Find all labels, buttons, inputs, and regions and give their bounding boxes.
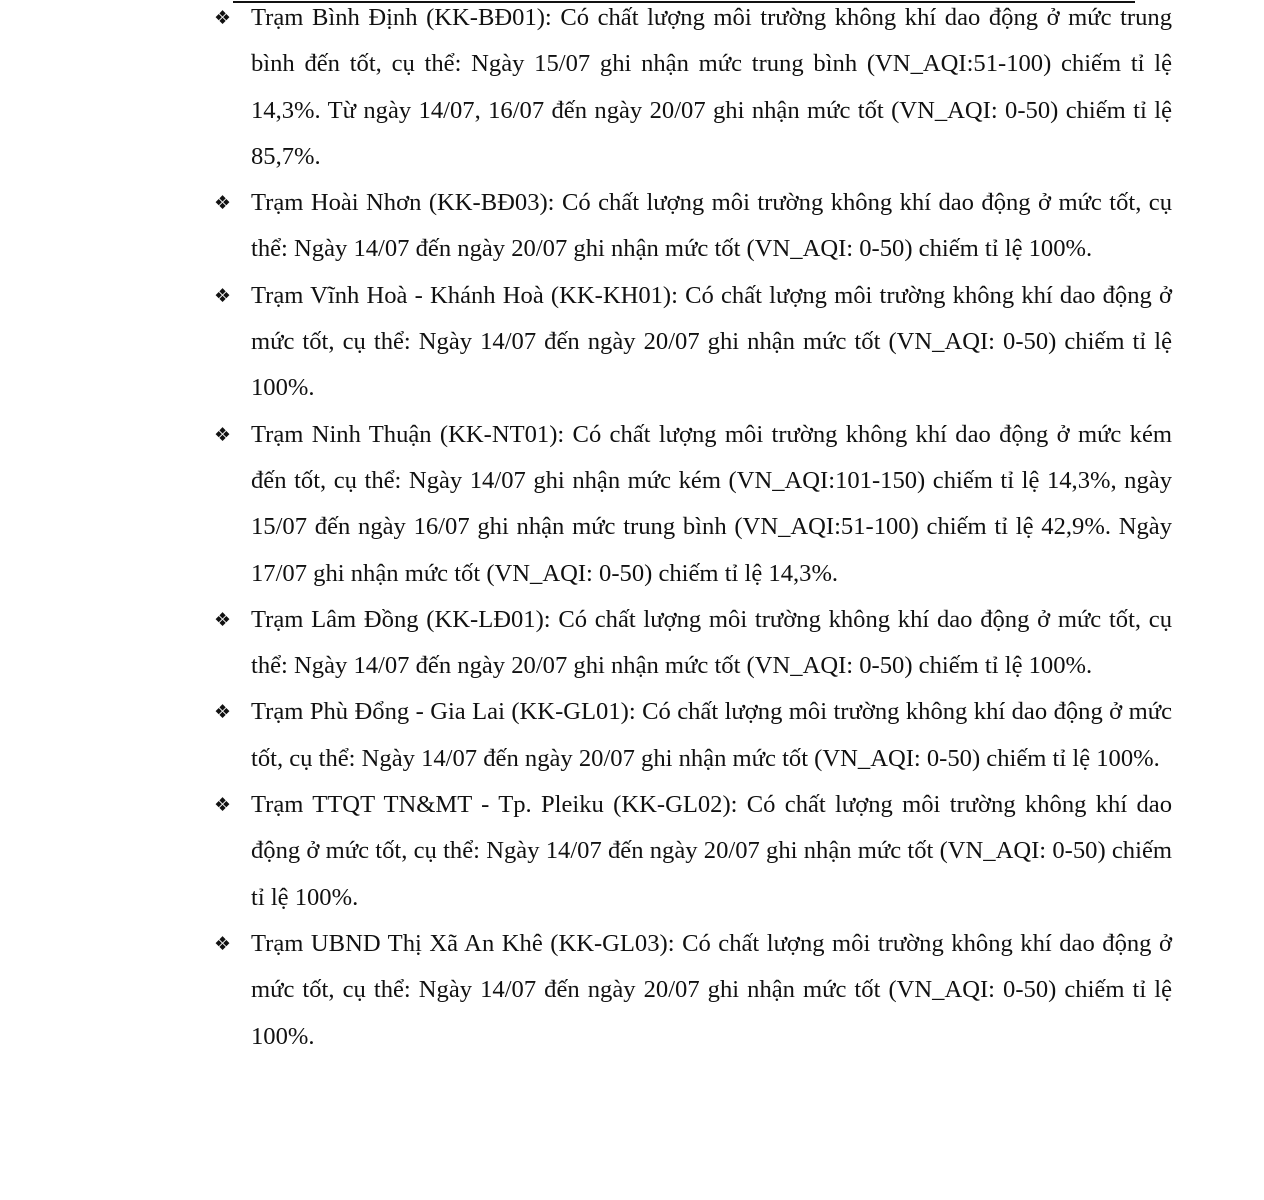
list-item-station-hoai-nhon	[214, 180, 1172, 273]
list-item-station-lam-dong	[214, 597, 1172, 690]
list-item-text: Trạm Phù Đổng - Gia Lai (KK-GL01): Có chất lượng môi trường không khí dao động ở mức tốt, cụ thể: Ngày 14/07 đến ngày 20/07 ghi nhận mức tốt (VN_AQI: 0-50) chiếm tỉ lệ 100%.	[251, 698, 1172, 772]
list-item-text: Trạm Lâm Đồng (KK-LĐ01): Có chất lượng môi trường không khí dao động ở mức tốt, cụ thể: Ngày 14/07 đến ngày 20/07 ghi nhận mức tốt (VN_AQI: 0-50) chiếm tỉ lệ 100%.	[251, 605, 1172, 680]
diamond-bullet-icon: ❖	[214, 932, 232, 955]
diamond-bullet-icon: ❖	[214, 7, 232, 29]
list-item-station-phu-dong	[214, 689, 1172, 782]
station-air-quality-list	[214, 0, 1172, 1060]
list-item-station-binh-dinh	[214, 0, 1172, 180]
list-item-station-vinh-hoa	[214, 273, 1172, 412]
list-item-station-ninh-thuan	[214, 412, 1172, 597]
list-item-text: Trạm UBND Thị Xã An Khê (KK-GL03): Có chất lượng môi trường không khí dao động ở mức tốt, cụ thể: Ngày 14/07 đến ngày 20/07 ghi nhận mức tốt (VN_AQI: 0-50) chiếm tỉ lệ 100%.	[251, 929, 1172, 1050]
diamond-bullet-icon: ❖	[214, 284, 232, 307]
diamond-bullet-icon: ❖	[214, 192, 232, 215]
list-item-text: Trạm Ninh Thuận (KK-NT01): Có chất lượng môi trường không khí dao động ở mức kém đến tốt, cụ thể: Ngày 14/07 ghi nhận mức kém (VN_AQI:101-150) chiếm tỉ lệ 14,3%, ngày 15/07 đến ngày 16/07 ghi nhận mức trung bình (VN_AQI:51-100) chiếm tỉ lệ 42,9%. Ngày 17/07 ghi nhận mức tốt (VN_AQI: 0-50) chiếm tỉ lệ 14,3%.	[251, 420, 1172, 587]
list-item-text: Trạm Bình Định (KK-BĐ01): Có chất lượng môi trường không khí dao động ở mức trung bình đến tốt, cụ thể: Ngày 15/07 ghi nhận mức trung bình (VN_AQI:51-100) chiếm tỉ lệ 14,3%. Từ ngày 14/07, 16/07 đến ngày 20/07 ghi nhận mức tốt (VN_AQI: 0-50) chiếm tỉ lệ 85,7%.	[251, 4, 1172, 170]
list-item-text: Trạm TTQT TN&MT - Tp. Pleiku (KK-GL02): Có chất lượng môi trường không khí dao động ở mức tốt, cụ thể: Ngày 14/07 đến ngày 20/07 ghi nhận mức tốt (VN_AQI: 0-50) chiếm tỉ lệ 100%.	[251, 791, 1172, 911]
diamond-bullet-icon: ❖	[214, 423, 232, 446]
list-item-station-an-khe	[214, 921, 1172, 1060]
list-item-station-pleiku	[214, 782, 1172, 921]
diamond-bullet-icon: ❖	[214, 608, 232, 631]
list-item-text: Trạm Hoài Nhơn (KK-BĐ03): Có chất lượng môi trường không khí dao động ở mức tốt, cụ thể: Ngày 14/07 đến ngày 20/07 ghi nhận mức tốt (VN_AQI: 0-50) chiếm tỉ lệ 100%.	[251, 189, 1172, 263]
list-item-text: Trạm Vĩnh Hoà - Khánh Hoà (KK-KH01): Có chất lượng môi trường không khí dao động ở mức tốt, cụ thể: Ngày 14/07 đến ngày 20/07 ghi nhận mức tốt (VN_AQI: 0-50) chiếm tỉ lệ 100%.	[251, 281, 1172, 402]
diamond-bullet-icon: ❖	[214, 794, 232, 817]
diamond-bullet-icon: ❖	[214, 701, 232, 724]
